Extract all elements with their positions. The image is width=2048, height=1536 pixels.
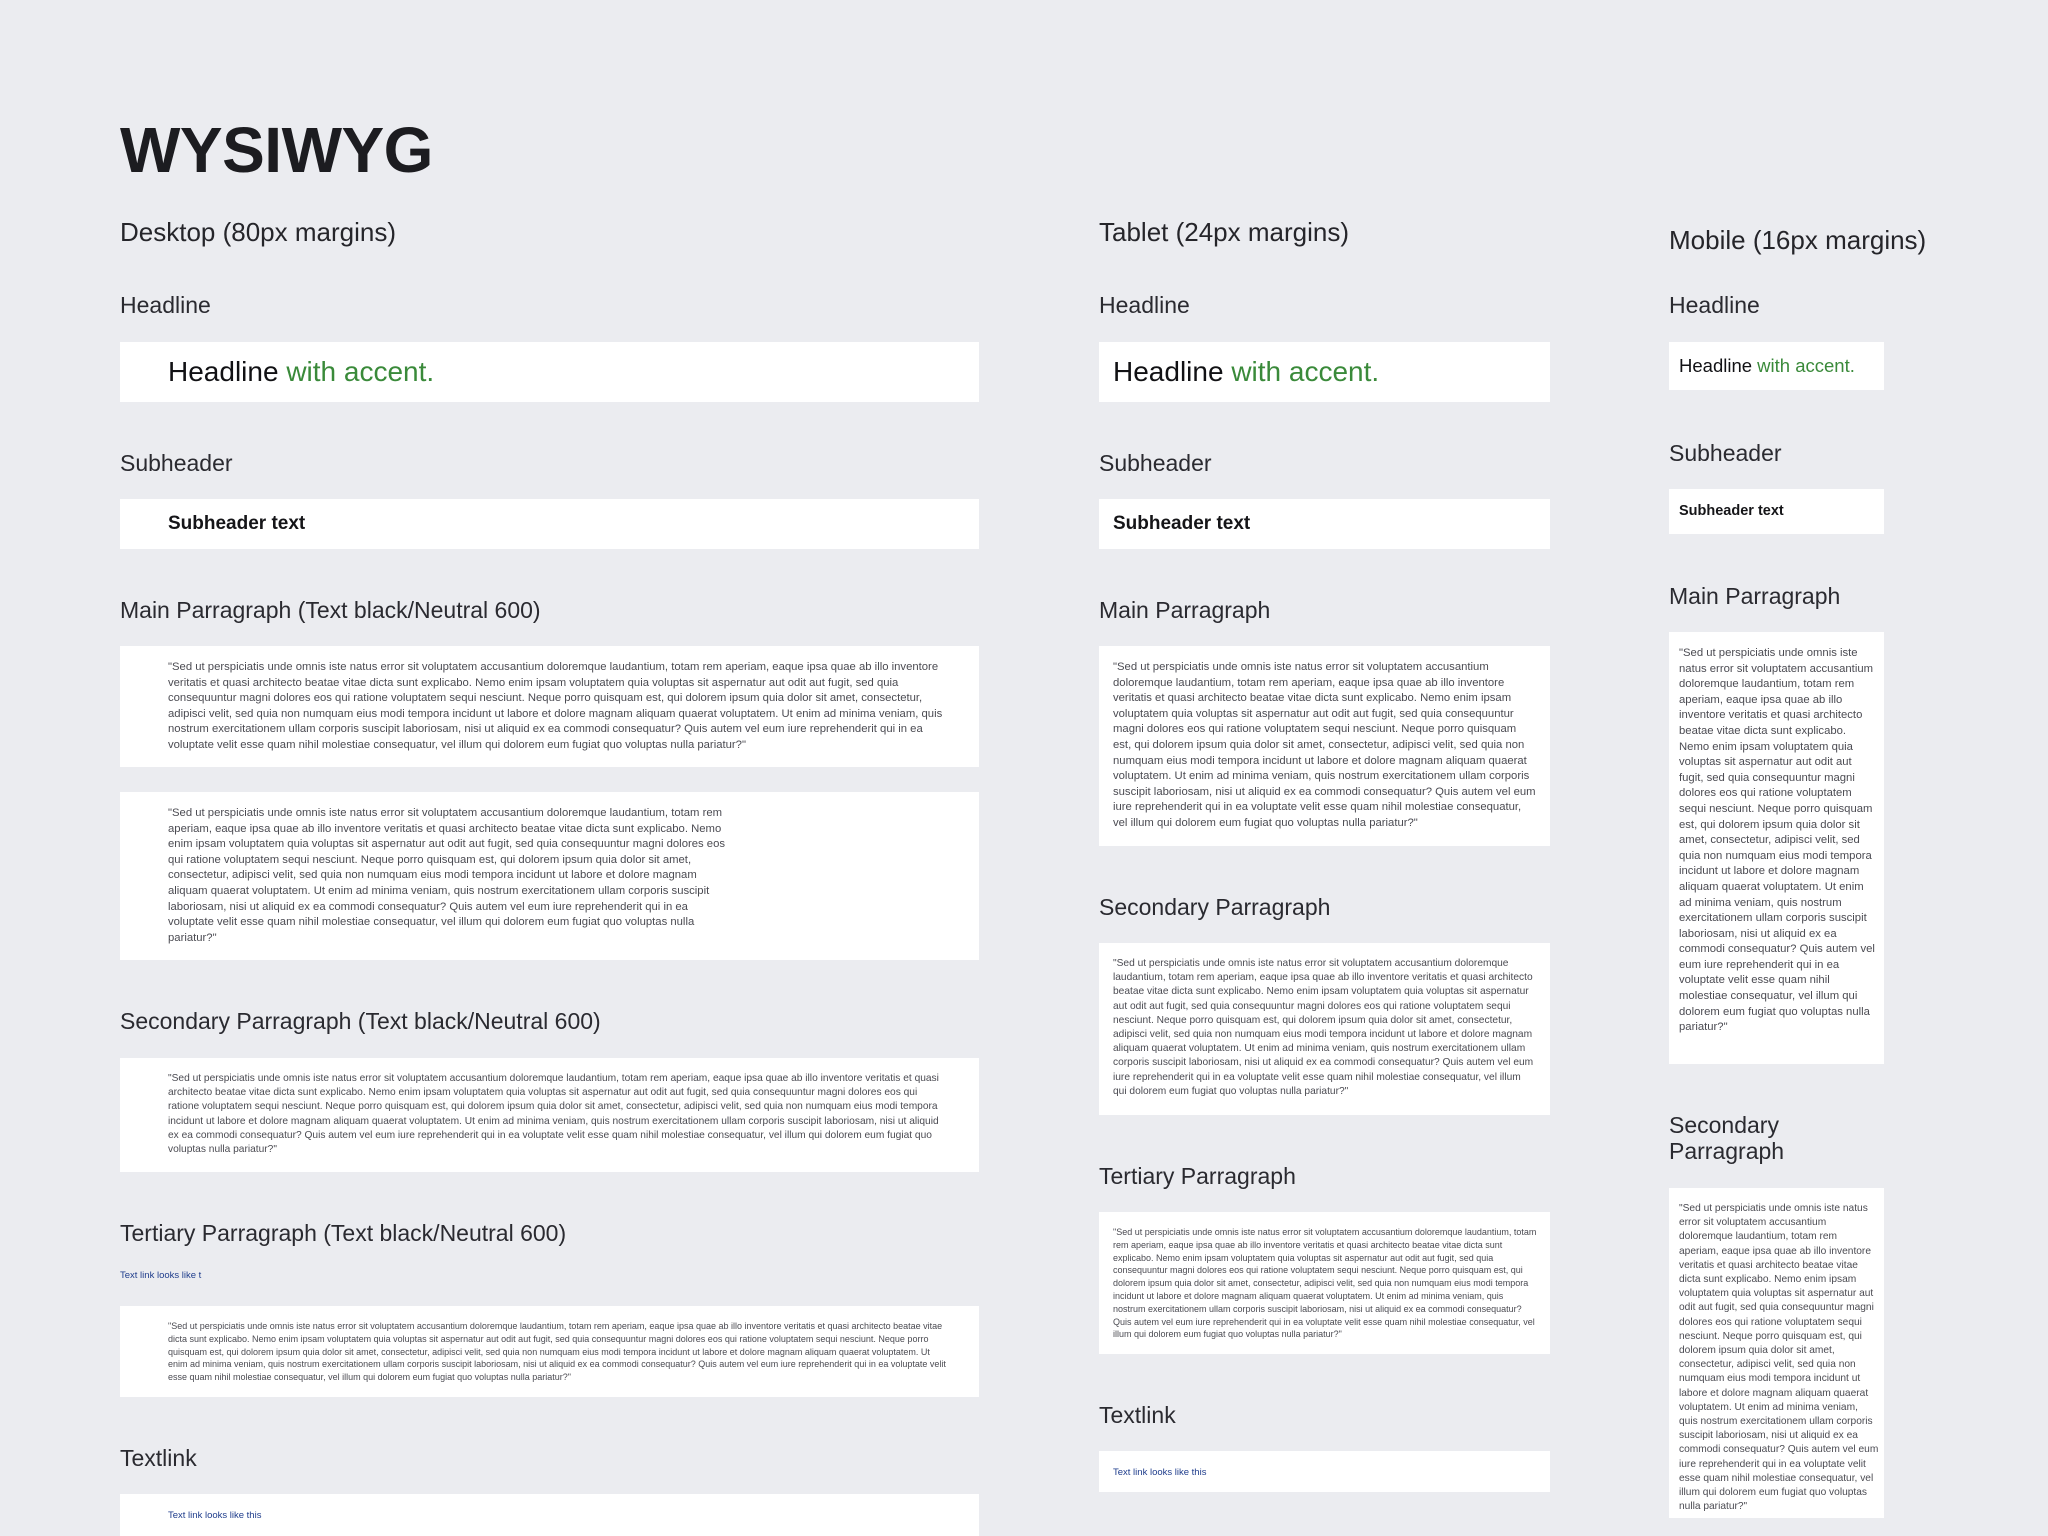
mobile-subheader-text: Subheader text <box>1679 503 1784 519</box>
desktop-headline-text <box>168 356 434 388</box>
desktop-subheader-label: Subheader <box>120 450 233 476</box>
desktop-subheader-card <box>120 499 979 549</box>
mobile-main-paragraph-label: Main Parragraph <box>1669 583 1841 609</box>
tablet-column-title: Tablet (24px margins) <box>1099 217 1349 247</box>
desktop-secondary-paragraph-card <box>120 1058 979 1172</box>
tablet-main-paragraph-card <box>1099 646 1550 846</box>
desktop-column-title: Desktop (80px margins) <box>120 217 396 247</box>
tablet-headline-main: Headline <box>1113 356 1224 387</box>
tablet-secondary-paragraph: "Sed ut perspiciatis unde omnis iste natus error sit voluptatem accusantium doloremque laudantium, totam rem aperiam, eaque ipsa quae ab illo inventore veritatis et quasi architecto beatae vitae dicta sunt explicabo. Nemo enim ipsam voluptatem quia voluptas sit aspernatur aut odit aut fugit, sed quia consequuntur magni dolores eos qui ratione voluptatem sequi nesciunt. Neque porro quisquam est, qui dolorem ipsum quia dolor sit amet, consectetur, adipisci velit, sed quia non numquam eius modi tempora incidunt ut labore et dolore magnam aliquam quaerat voluptatem. Ut enim ad minima veniam, quis nostrum exercitationem ullam corporis suscipit laboriosam, nisi ut aliquid ex ea commodi consequatur? Quis autem vel eum iure reprehenderit qui in ea voluptate velit esse quam nihil molestiae consequatur, vel illum qui dolorem eum fugiat quo voluptas nulla pariatur?" <box>1113 958 1534 1097</box>
desktop-tertiary-paragraph: "Sed ut perspiciatis unde omnis iste natus error sit voluptatem accusantium doloremque laudantium, totam rem aperiam, eaque ipsa quae ab illo inventore veritatis et quasi architecto beatae vitae dicta sunt explicabo. Nemo enim ipsam voluptatem quia voluptas sit aspernatur aut odit aut fugit, sed quia consequuntur magni dolores eos qui ratione voluptatem sequi nesciunt. Neque porro quisquam est, qui dolorem ipsum quia dolor sit amet, consectetur, adipisci velit, sed quia non numquam eius modi tempora incidunt ut labore et dolore magnam aliquam quaerat voluptatem. Ut enim ad minima veniam, quis nostrum exercitationem ullam corporis suscipit laboriosam, nisi ut aliquid ex ea commodi consequatur? Quis autem vel eum iure reprehenderit qui in ea voluptate velit esse quam nihil molestiae consequatur, vel illum qui dolorem eum fugiat quo voluptas nulla pariatur?" <box>168 1321 946 1383</box>
tablet-main-paragraph: "Sed ut perspiciatis unde omnis iste natus error sit voluptatem accusantium doloremque laudantium, totam rem aperiam, eaque ipsa quae ab illo inventore veritatis et quasi architecto beatae vitae dicta sunt explicabo. Nemo enim ipsam voluptatem quia voluptas sit aspernatur aut odit aut fugit, sed quia consequuntur magni dolores eos qui ratione voluptatem sequi nesciunt. Neque porro quisquam est, qui dolorem ipsum quia dolor sit amet, consectetur, adipisci velit, sed quia non numquam eius modi tempora incidunt ut labore et dolore magnam aliquam quaerat voluptatem. Ut enim ad minima veniam, quis nostrum exercitationem ullam corporis suscipit laboriosam, nisi ut aliquid ex ea commodi consequatur? Quis autem vel eum iure reprehenderit qui in ea voluptate velit esse quam nihil molestiae consequatur, vel illum qui dolorem eum fugiat quo voluptas nulla pariatur?" <box>1113 661 1536 829</box>
tablet-secondary-paragraph-card <box>1099 943 1550 1115</box>
desktop-subheader-text: Subheader text <box>168 513 306 534</box>
desktop-headline-accent: with accent. <box>286 356 435 387</box>
desktop-main-paragraph-card-narrow <box>120 792 979 960</box>
tablet-tertiary-paragraph-card <box>1099 1212 1550 1354</box>
tablet-headline-card <box>1099 342 1550 402</box>
desktop-secondary-paragraph-label: Secondary Parragraph (Text black/Neutral 600) <box>120 1008 601 1034</box>
tablet-headline-text <box>1113 356 1379 388</box>
desktop-secondary-paragraph: "Sed ut perspiciatis unde omnis iste natus error sit voluptatem accusantium doloremque laudantium, totam rem aperiam, eaque ipsa quae ab illo inventore veritatis et quasi architecto beatae vitae dicta sunt explicabo. Nemo enim ipsam voluptatem quia voluptas sit aspernatur aut odit aut fugit, sed quia consequuntur magni dolores eos qui ratione voluptatem sequi nesciunt. Neque porro quisquam est, qui dolorem ipsum quia dolor sit amet, consectetur, adipisci velit, sed quia non numquam eius modi tempora incidunt ut labore et dolore magnam aliquam quaerat voluptatem. Ut enim ad minima veniam, quis nostrum exercitationem ullam corporis suscipit laboriosam, nisi ut aliquid ex ea commodi consequatur? Quis autem vel eum iure reprehenderit qui in ea voluptate velit esse quam nihil molestiae consequatur, vel illum qui dolorem eum fugiat quo voluptas nulla pariatur?" <box>168 1073 939 1156</box>
desktop-main-paragraph-narrow: "Sed ut perspiciatis unde omnis iste natus error sit voluptatem accusantium doloremque laudantium, totam rem aperiam, eaque ipsa quae ab illo inventore veritatis et quasi architecto beatae vitae dicta sunt explicabo. Nemo enim ipsam voluptatem quia voluptas sit aspernatur aut odit aut fugit, sed quia consequuntur magni dolores eos qui ratione voluptatem sequi nesciunt. Neque porro quisquam est, qui dolorem ipsum quia dolor sit amet, consectetur, adipisci velit, sed quia non numquam eius modi tempora incidunt ut labore et dolore magnam aliquam quaerat voluptatem. Ut enim ad minima veniam, quis nostrum exercitationem ullam corporis suscipit laboriosam, nisi ut aliquid ex ea commodi consequatur? Quis autem vel eum iure reprehenderit qui in ea voluptate velit esse quam nihil molestiae consequatur, vel illum qui dolorem eum fugiat quo voluptas nulla pariatur?" <box>168 807 726 944</box>
tablet-textlink-card <box>1099 1451 1550 1492</box>
tablet-main-paragraph-label: Main Parragraph <box>1099 597 1271 623</box>
desktop-headline-card <box>120 342 979 402</box>
tablet-tertiary-paragraph-label: Tertiary Parragraph <box>1099 1163 1296 1189</box>
tablet-headline-label: Headline <box>1099 292 1190 318</box>
tablet-subheader-text: Subheader text <box>1113 513 1251 534</box>
mobile-headline-text <box>1679 355 1855 377</box>
desktop-headline-main: Headline <box>168 356 279 387</box>
mobile-main-paragraph-card <box>1669 632 1884 1064</box>
tablet-subheader-label: Subheader <box>1099 450 1212 476</box>
desktop-tertiary-link[interactable]: Text link looks like t <box>120 1270 202 1281</box>
desktop-main-paragraph-wide: "Sed ut perspiciatis unde omnis iste natus error sit voluptatem accusantium doloremque laudantium, totam rem aperiam, eaque ipsa quae ab illo inventore veritatis et quasi architecto beatae vitae dicta sunt explicabo. Nemo enim ipsam voluptatem quia voluptas sit aspernatur aut odit aut fugit, sed quia consequuntur magni dolores eos qui ratione voluptatem sequi nesciunt. Neque porro quisquam est, qui dolorem ipsum quia dolor sit amet, consectetur, adipisci velit, sed quia non numquam eius modi tempora incidunt ut labore et dolore magnam aliquam quaerat voluptatem. Ut enim ad minima veniam, quis nostrum exercitationem ullam corporis suscipit laboriosam, nisi ut aliquid ex ea commodi consequatur? Quis autem vel eum iure reprehenderit qui in ea voluptate velit esse quam nihil molestiae consequatur, vel illum qui dolorem eum fugiat quo voluptas nulla pariatur?" <box>168 661 943 751</box>
mobile-headline-card <box>1669 342 1884 390</box>
mobile-main-paragraph: "Sed ut perspiciatis unde omnis iste natus error sit voluptatem accusantium doloremque laudantium, totam rem aperiam, eaque ipsa quae ab illo inventore veritatis et quasi architecto beatae vitae dicta sunt explicabo. Nemo enim ipsam voluptatem quia voluptas sit aspernatur aut odit aut fugit, sed quia consequuntur magni dolores eos qui ratione voluptatem sequi nesciunt. Neque porro quisquam est, qui dolorem ipsum quia dolor sit amet, consectetur, adipisci velit, sed quia non numquam eius modi tempora incidunt ut labore et dolore magnam aliquam quaerat voluptatem. Ut enim ad minima veniam, quis nostrum exercitationem ullam corporis suscipit laboriosam, nisi ut aliquid ex ea commodi consequatur? Quis autem vel eum iure reprehenderit qui in ea voluptate velit esse quam nihil molestiae consequatur, vel illum qui dolorem eum fugiat quo voluptas nulla pariatur?" <box>1679 647 1875 1034</box>
desktop-tertiary-paragraph-label: Tertiary Parragraph (Text black/Neutral 600) <box>120 1220 567 1246</box>
tablet-textlink-label: Textlink <box>1099 1402 1176 1428</box>
desktop-headline-label: Headline <box>120 292 211 318</box>
desktop-main-paragraph-label: Main Parragraph (Text black/Neutral 600) <box>120 597 541 623</box>
mobile-secondary-paragraph-card <box>1669 1188 1884 1518</box>
tablet-textlink[interactable]: Text link looks like this <box>1113 1467 1207 1478</box>
mobile-headline-main: Headline <box>1679 355 1753 376</box>
mobile-headline-accent: with accent. <box>1757 355 1855 376</box>
desktop-main-paragraph-card-wide <box>120 646 979 767</box>
mobile-secondary-paragraph-label: Secondary Parragraph <box>1669 1112 1785 1164</box>
mobile-subheader-card <box>1669 489 1884 534</box>
tablet-secondary-paragraph-label: Secondary Parragraph <box>1099 894 1331 920</box>
tablet-subheader-card <box>1099 499 1550 549</box>
desktop-textlink-card <box>120 1494 979 1536</box>
mobile-subheader-label: Subheader <box>1669 440 1782 466</box>
tablet-headline-accent: with accent. <box>1231 356 1380 387</box>
desktop-tertiary-paragraph-card <box>120 1306 979 1397</box>
page-title: WYSIWYG <box>120 114 433 186</box>
mobile-column-title: Mobile (16px margins) <box>1669 225 1927 255</box>
desktop-textlink[interactable]: Text link looks like this <box>168 1510 262 1521</box>
tablet-tertiary-paragraph: "Sed ut perspiciatis unde omnis iste natus error sit voluptatem accusantium doloremque laudantium, totam rem aperiam, eaque ipsa quae ab illo inventore veritatis et quasi architecto beatae vitae dicta sunt explicabo. Nemo enim ipsam voluptatem quia voluptas sit aspernatur aut odit aut fugit, sed quia consequuntur magni dolores eos qui ratione voluptatem sequi nesciunt. Neque porro quisquam est, qui dolorem ipsum quia dolor sit amet, consectetur, adipisci velit, sed quia non numquam eius modi tempora incidunt ut labore et dolore magnam aliquam quaerat voluptatem. Ut enim ad minima veniam, quis nostrum exercitationem ullam corporis suscipit laboriosam, nisi ut aliquid ex ea commodi consequatur? Quis autem vel eum iure reprehenderit qui in ea voluptate velit esse quam nihil molestiae consequatur, vel illum qui dolorem eum fugiat quo voluptas nulla pariatur?" <box>1113 1227 1537 1340</box>
mobile-secondary-paragraph: "Sed ut perspiciatis unde omnis iste natus error sit voluptatem accusantium doloremque laudantium, totam rem aperiam, eaque ipsa quae ab illo inventore veritatis et quasi architecto beatae vitae dicta sunt explicabo. Nemo enim ipsam voluptatem quia voluptas sit aspernatur aut odit aut fugit, sed quia consequuntur magni dolores eos qui ratione voluptatem sequi nesciunt. Neque porro quisquam est, qui dolorem ipsum quia dolor sit amet, consectetur, adipisci velit, sed quia non numquam eius modi tempora incidunt ut labore et dolore magnam aliquam quaerat voluptatem. Ut enim ad minima veniam, quis nostrum exercitationem ullam corporis suscipit laboriosam, nisi ut aliquid ex ea commodi consequatur? Quis autem vel eum iure reprehenderit qui in ea voluptate velit esse quam nihil molestiae consequatur, vel illum qui dolorem eum fugiat quo voluptas nulla pariatur?" <box>1679 1203 1879 1513</box>
mobile-headline-label: Headline <box>1669 292 1760 318</box>
desktop-textlink-label: Textlink <box>120 1445 197 1471</box>
